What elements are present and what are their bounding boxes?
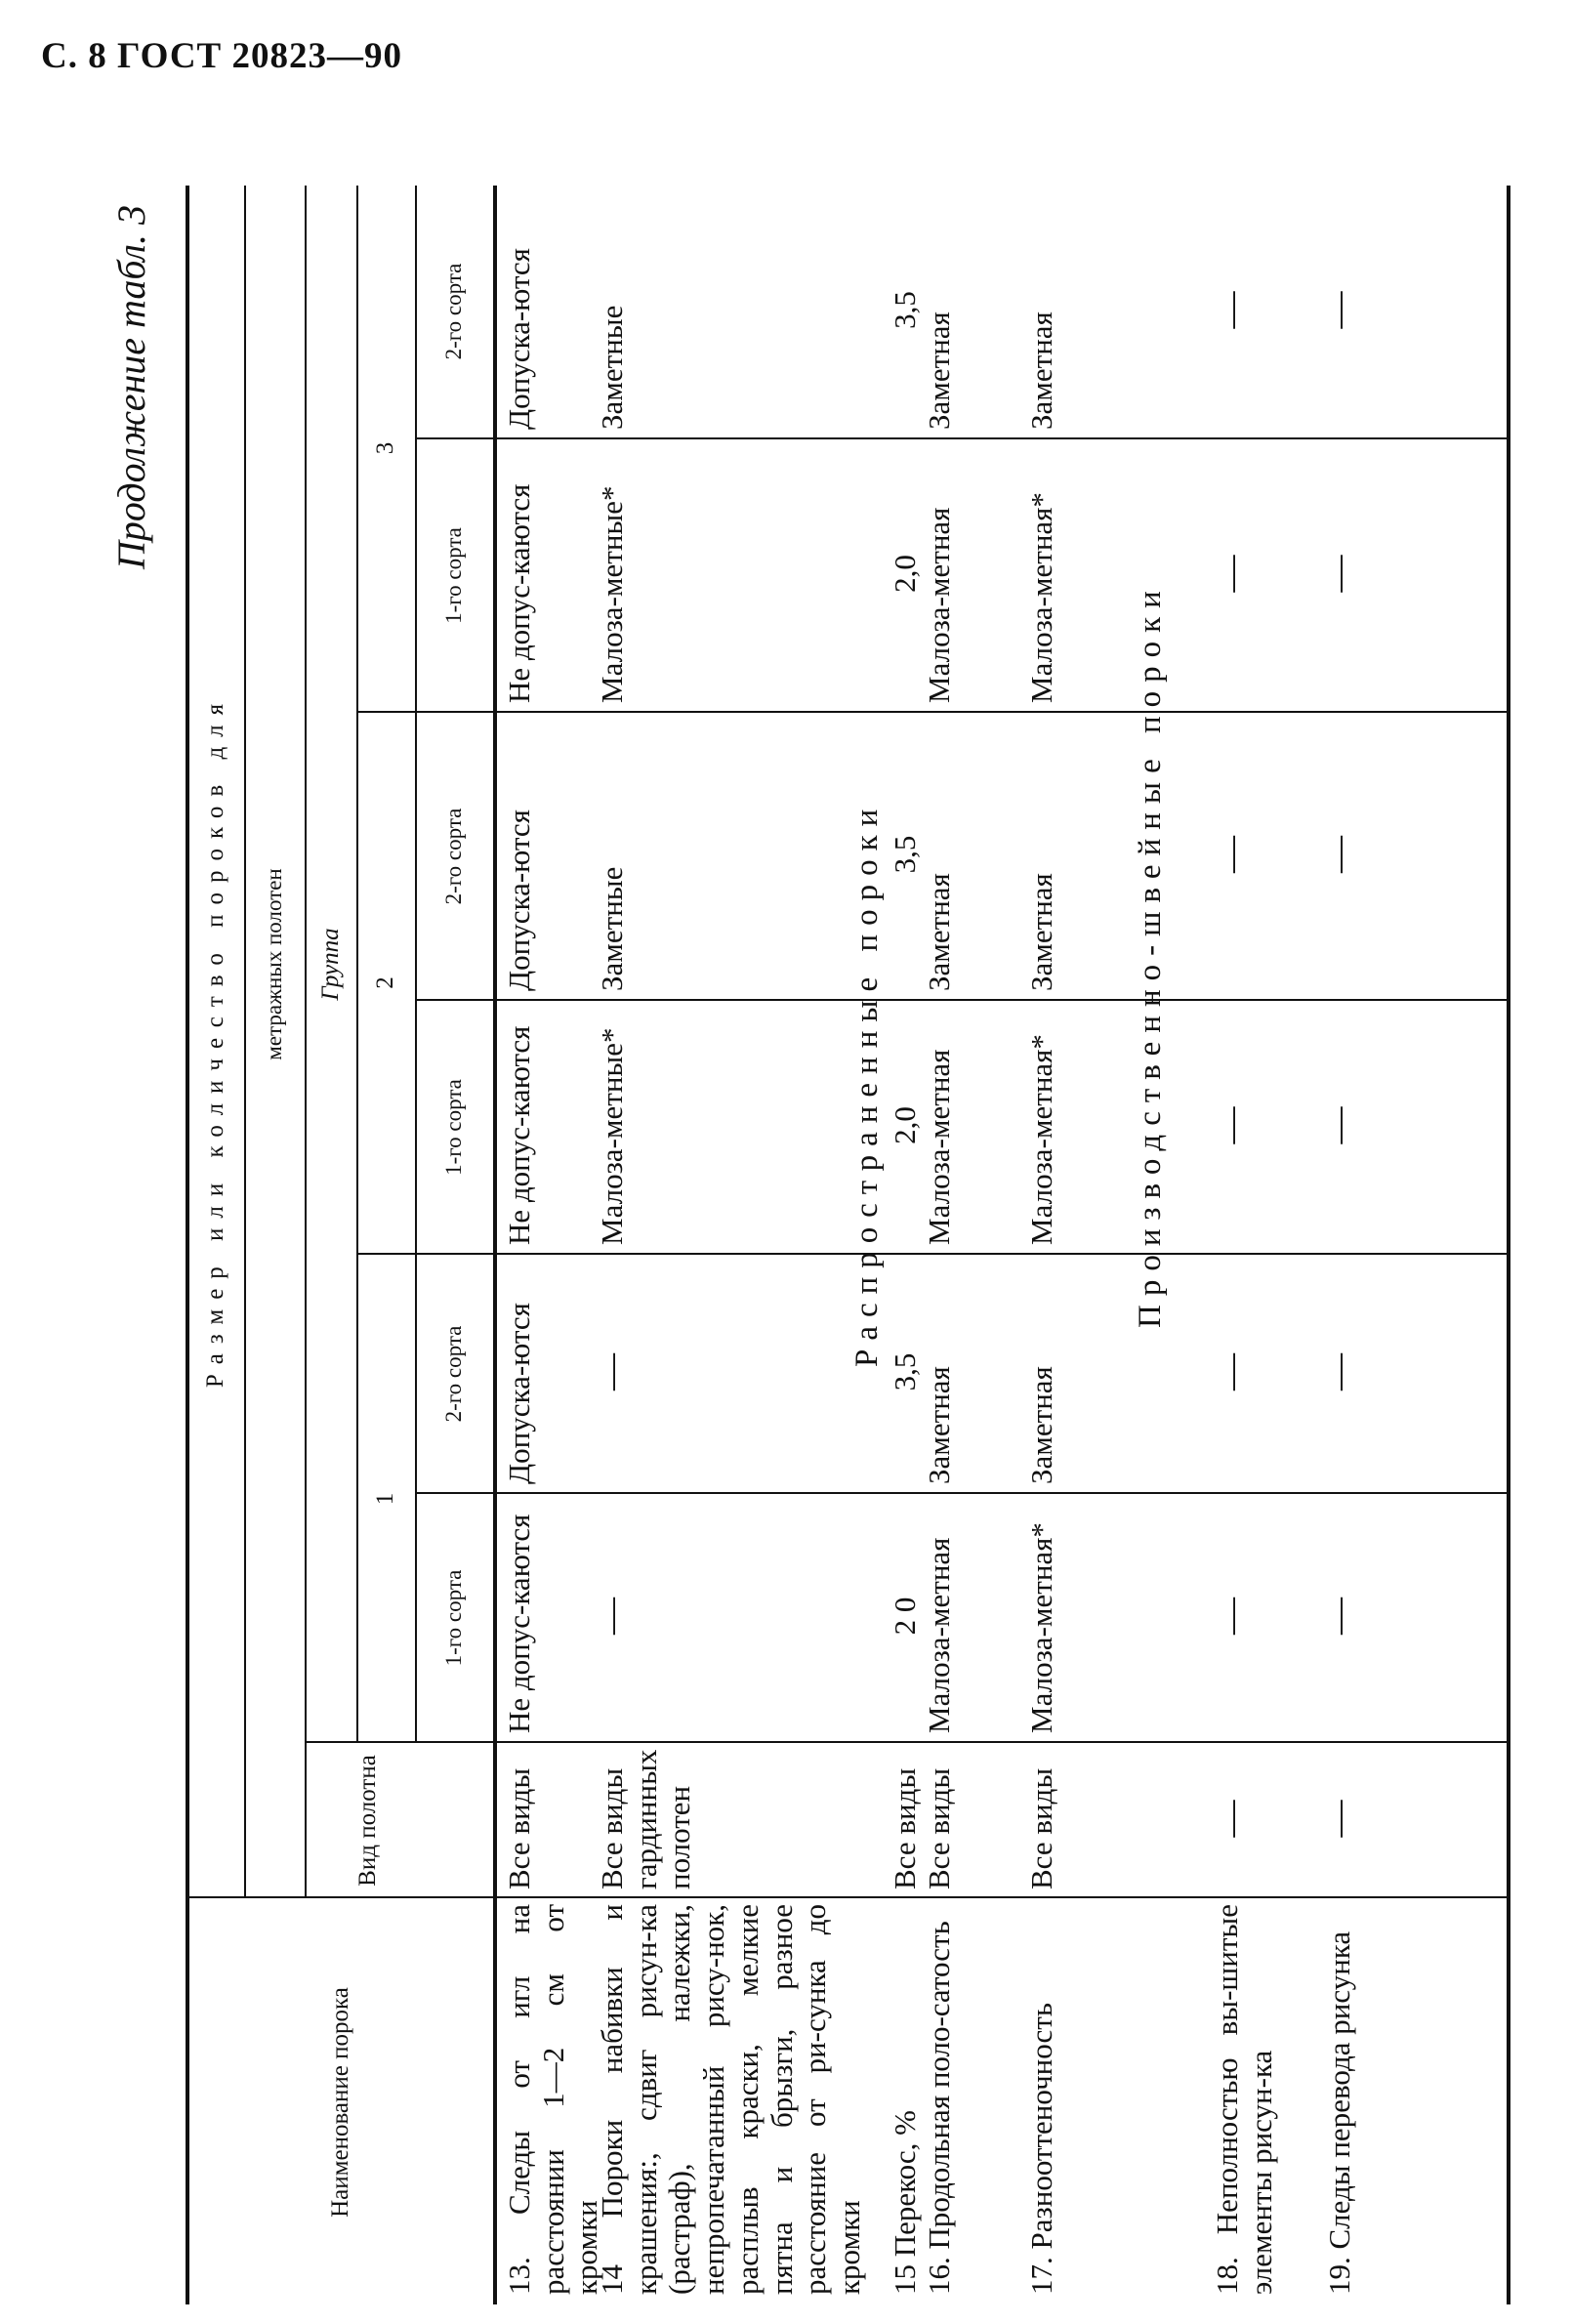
row-15-g1-grade2: 3,5	[888, 1352, 922, 1391]
row-15-g3-grade1: 2,0	[888, 555, 922, 593]
row-19-g1-grade1: —	[1318, 1598, 1359, 1635]
row-13-g3-grade2: Допуска-ются	[502, 248, 536, 430]
section-widespread: Распространенные пороки	[849, 800, 885, 1367]
row-14-type: Все виды гардинных полотен	[595, 1749, 697, 1889]
row-14-g1-grade1: —	[591, 1598, 632, 1635]
row-19-g1-grade2: —	[1318, 1353, 1359, 1390]
row-16-type: Все виды	[922, 1767, 956, 1889]
defects-table	[186, 146, 1509, 2324]
row-16-g2-grade1: Малоза-метная	[922, 1049, 956, 1245]
row-17-type: Все виды	[1024, 1767, 1058, 1889]
header-defect-name: Наименование порока	[326, 1987, 353, 2218]
row-15-g1-grade1: 2 0	[888, 1597, 922, 1636]
col-rule-name	[186, 1896, 1509, 1898]
header-group-3: 3	[372, 441, 399, 455]
header-size-or-count: Размер или количество пороков для	[201, 693, 228, 1389]
row-13-g1-grade1: Не допус-каются	[502, 1514, 536, 1733]
row-19-name: 19. Следы перевода рисунка	[1322, 1930, 1356, 2295]
header-g3-grade1: 1-го сорта	[441, 527, 467, 624]
rotated-table-frame	[93, 146, 1509, 2324]
row-19-type: —	[1318, 1800, 1359, 1838]
section-production: Производственно-швейные пороки	[1133, 582, 1168, 1328]
row-13-g2-grade1: Не допус-каются	[502, 1025, 536, 1245]
col-rule-g1-grade	[415, 1492, 1509, 1494]
header-group: Группа	[316, 928, 344, 1001]
row-17-name: 17. Разнооттеночность	[1024, 2003, 1058, 2295]
row-14-g3-grade2: Заметные	[595, 305, 629, 430]
row-17-g3-grade2: Заметная	[1024, 311, 1058, 430]
row-19-g3-grade2: —	[1318, 291, 1359, 329]
table-caption: Продолжение табл. 3	[109, 205, 153, 570]
row-18-g3-grade2: —	[1211, 291, 1252, 329]
header-group-2: 2	[372, 976, 399, 989]
row-15-g2-grade1: 2,0	[888, 1106, 922, 1144]
table-bottom-rule	[1507, 186, 1510, 2304]
header-piece-fabrics: метражных полотен	[261, 868, 286, 1060]
row-17-g3-grade1: Малоза-метная*	[1024, 492, 1058, 703]
col-rule-g3-grade	[415, 437, 1509, 439]
row-14-g1-grade2: —	[591, 1353, 632, 1390]
row-16-g2-grade2: Заметная	[922, 873, 956, 991]
row-16-g1-grade2: Заметная	[922, 1366, 956, 1484]
header-g1-grade2: 2-го сорта	[441, 1325, 467, 1423]
row-18-type: —	[1211, 1800, 1252, 1838]
row-17-g2-grade2: Заметная	[1024, 873, 1058, 991]
col-rule-g2-grade	[415, 999, 1509, 1001]
col-rule-group1	[356, 1253, 1509, 1255]
row-19-g3-grade1: —	[1318, 555, 1359, 593]
row-16-g3-grade1: Малоза-метная	[922, 507, 956, 703]
row-18-g1-grade2: —	[1211, 1353, 1252, 1390]
header-fabric-type: Вид полотна	[353, 1755, 381, 1887]
row-14-g3-grade1: Малоза-метные*	[595, 485, 629, 703]
header-g3-grade2: 2-го сорта	[441, 263, 467, 360]
row-15-name: 15 Перекос, %	[888, 2110, 922, 2295]
row-15-g2-grade2: 3,5	[888, 835, 922, 874]
row-15-g3-grade2: 3,5	[888, 291, 922, 329]
row-17-g1-grade2: Заметная	[1024, 1366, 1058, 1484]
row-13-type: Все виды	[502, 1767, 536, 1889]
row-13-g3-grade1: Не допус-каются	[502, 483, 536, 703]
row-17-g1-grade1: Малоза-метная*	[1024, 1522, 1058, 1733]
row-18-g1-grade1: —	[1211, 1598, 1252, 1635]
row-15-type: Все виды	[888, 1767, 922, 1889]
row-16-g1-grade1: Малоза-метная	[922, 1537, 956, 1733]
header-g2-grade2: 2-го сорта	[441, 808, 467, 905]
col-rule-group2	[356, 711, 1509, 713]
header-g2-grade1: 1-го сорта	[441, 1079, 467, 1176]
header-g1-grade1: 1-го сорта	[441, 1569, 467, 1667]
row-16-g3-grade2: Заметная	[922, 311, 956, 430]
row-19-g2-grade1: —	[1318, 1106, 1359, 1144]
header-bottom-rule	[493, 186, 497, 2304]
page-header: С. 8 ГОСТ 20823—90	[41, 36, 402, 76]
row-14-g2-grade1: Малоза-метные*	[595, 1027, 629, 1245]
col-rule-type	[305, 1741, 1509, 1743]
row-13-g1-grade2: Допуска-ются	[502, 1303, 536, 1484]
row-13-name: 13. Следы от игл на расстоянии 1—2 см от кромки	[502, 1904, 604, 2295]
row-19-g2-grade2: —	[1318, 836, 1359, 873]
header-group-1: 1	[372, 1492, 399, 1506]
row-13-g2-grade2: Допуска-ются	[502, 809, 536, 991]
row-18-g3-grade1: —	[1211, 555, 1252, 593]
row-18-g2-grade1: —	[1211, 1106, 1252, 1144]
row-18-g2-grade2: —	[1211, 836, 1252, 873]
row-16-name: 16. Продольная поло-сатость	[922, 1921, 956, 2295]
row-18-name: 18. Неполностью вы-шитые элементы рисун-ка	[1210, 1904, 1278, 2295]
row-14-g2-grade2: Заметные	[595, 866, 629, 991]
row-14-name: 14 Пороки набивки и крашения:, сдвиг рисун-ка (раcтраф), належки, непропечатанный рису-нок, расплыв краски, мелкие пятна и брызги, разное расстояние от ри-сунка до кромки	[595, 1904, 867, 2295]
row-17-g2-grade1: Малоза-метная*	[1024, 1034, 1058, 1245]
